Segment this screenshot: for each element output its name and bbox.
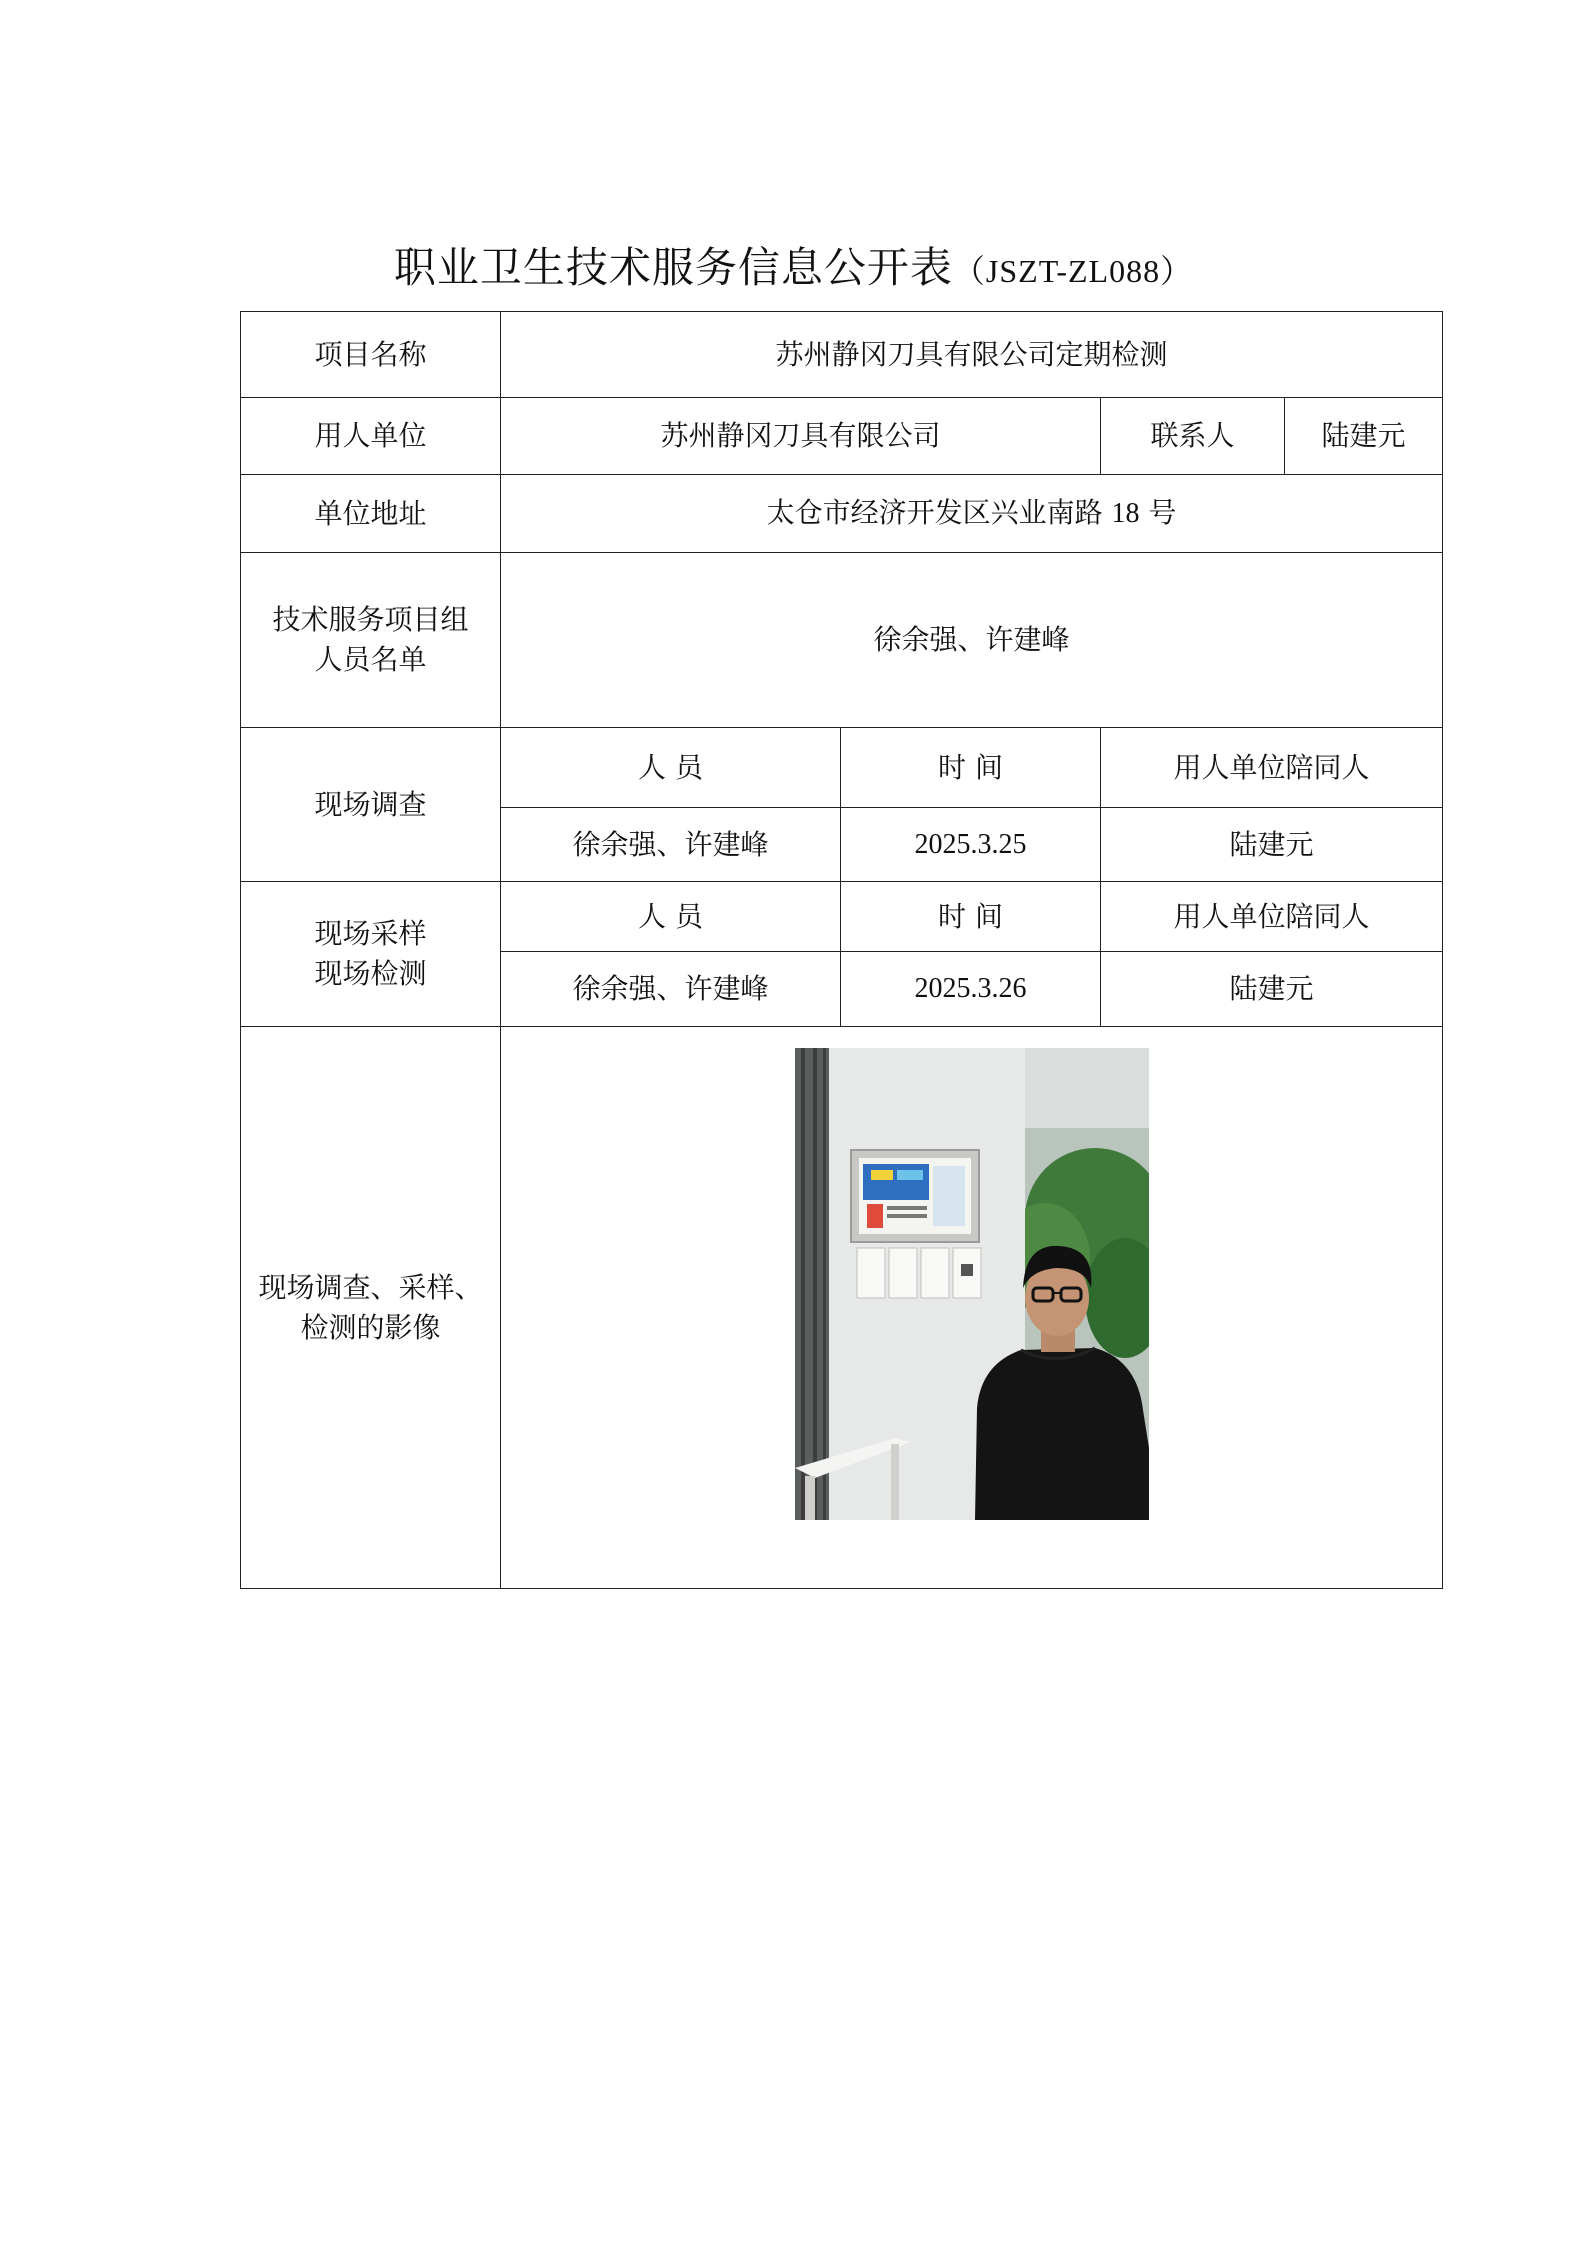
sampling-header-companion: 用人单位陪同人: [1101, 882, 1443, 952]
team-value: 徐余强、许建峰: [501, 553, 1443, 728]
employer-label: 用人单位: [241, 398, 501, 475]
title-main: 职业卫生技术服务信息公开表: [393, 243, 953, 292]
image-label-line1: 现场调查、采样、: [258, 1270, 483, 1304]
site-photo-icon: [795, 1048, 1149, 1520]
survey-header-companion: 用人单位陪同人: [1101, 728, 1443, 808]
employer-value: 苏州静冈刀具有限公司: [501, 398, 1101, 475]
survey-personnel: 徐余强、许建峰: [501, 808, 841, 882]
sampling-time: 2025.3.26: [841, 952, 1101, 1027]
row-address: [241, 475, 1443, 553]
survey-header-time: 时 间: [841, 728, 1101, 808]
image-label-line2: 检测的影像: [300, 1310, 441, 1344]
row-sampling-header: [241, 882, 1443, 952]
address-number: 18: [1111, 498, 1140, 529]
sampling-companion: 陆建元: [1101, 952, 1443, 1027]
survey-time: 2025.3.25: [841, 808, 1101, 882]
info-table: [240, 311, 1443, 1589]
sampling-label-line1: 现场采样: [314, 917, 427, 950]
team-label-line2: 人员名单: [314, 643, 427, 676]
sampling-header-time: 时 间: [841, 882, 1101, 952]
sampling-label: [241, 882, 501, 1027]
row-images: [241, 1027, 1443, 1589]
team-label: [241, 553, 501, 728]
row-team: [241, 553, 1443, 728]
survey-label: 现场调查: [241, 728, 501, 882]
sampling-personnel: 徐余强、许建峰: [501, 952, 841, 1027]
row-survey-header: [241, 728, 1443, 808]
title-code: （JSZT-ZL088）: [952, 253, 1194, 289]
contact-value: 陆建元: [1285, 398, 1443, 475]
project-name-label: 项目名称: [241, 312, 501, 398]
contact-label: 联系人: [1101, 398, 1285, 475]
address-value: [501, 475, 1443, 553]
row-project-name: [241, 312, 1443, 398]
team-label-line1: 技术服务项目组: [272, 603, 469, 636]
address-label: 单位地址: [241, 475, 501, 553]
survey-companion: 陆建元: [1101, 808, 1443, 882]
image-cell: [501, 1027, 1443, 1589]
sampling-header-personnel: 人 员: [501, 882, 841, 952]
image-label: [241, 1027, 501, 1589]
project-name-value: 苏州静冈刀具有限公司定期检测: [501, 312, 1443, 398]
survey-header-personnel: 人 员: [501, 728, 841, 808]
address-suffix: 号: [1139, 496, 1177, 529]
row-employer: [241, 398, 1443, 475]
sampling-label-line2: 现场检测: [314, 957, 427, 990]
address-prefix: 太仓市经济开发区兴业南路: [766, 496, 1112, 529]
page-title: [0, 238, 1587, 301]
